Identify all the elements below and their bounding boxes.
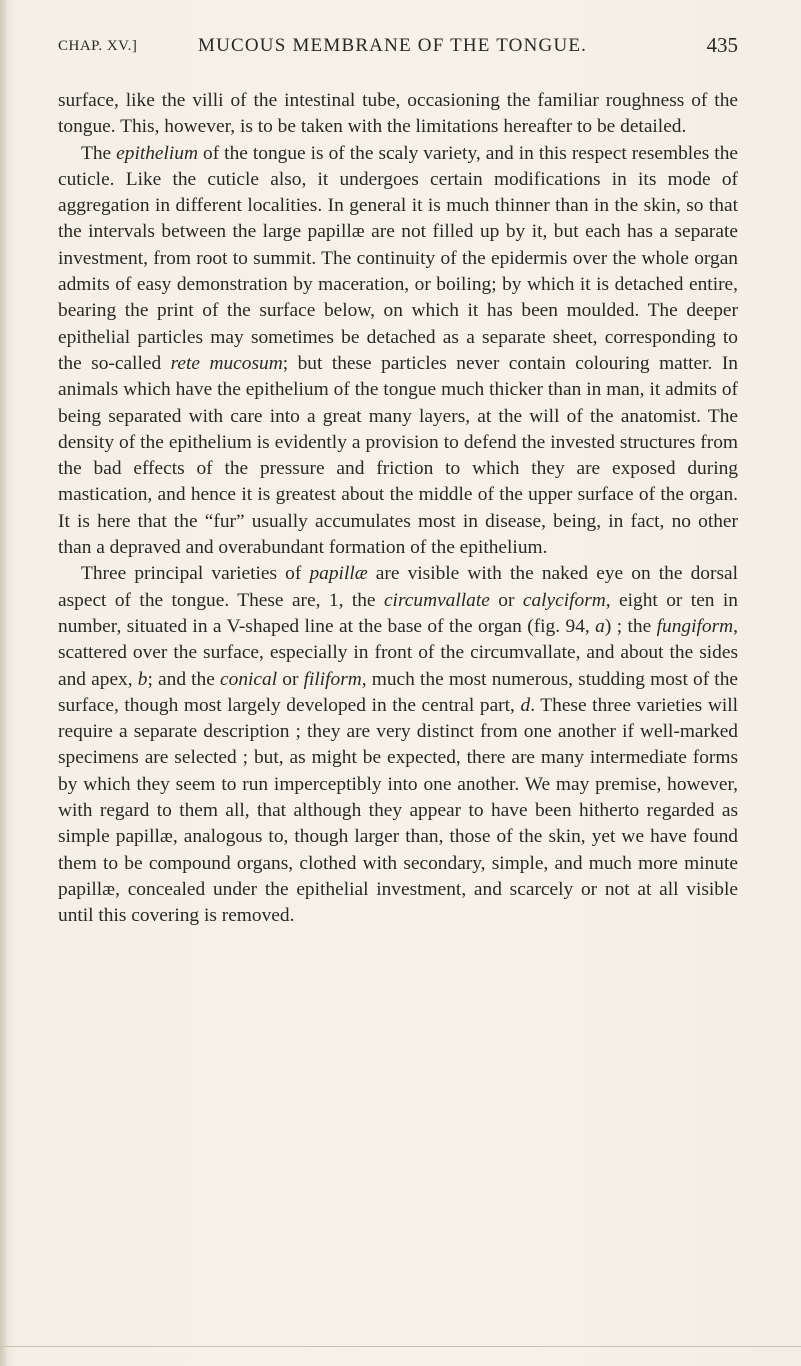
running-title: MUCOUS MEMBRANE OF THE TONGUE. <box>198 35 588 56</box>
italic-term: a <box>595 615 605 637</box>
paragraph <box>58 141 738 562</box>
text-run: , eight or ten in number, situated in a V-shaped line at the base of the organ (fig. 94, <box>58 589 738 637</box>
text-run: , scattered over the surface, especially in front of the circumvallate, and about the sides and apex, <box>58 615 738 690</box>
text-run: ; but these particles never contain colouring matter. In animals which have the epithelium of the tongue much thicker than in man, it admits of being separated with care into a great many layers, at the will of the anatomist. The density of the epithelium is evidently a provision to defend the invested structures from the bad effects of the pressure and friction to which they are exposed during mastication, and hence it is greatest about the middle of the upper surface of the organ. It is here that the “fur” usually accumulates most in disease, being, in fact, no other than a depraved and overabundant formation of the epithelium. <box>58 352 738 559</box>
page-number: 435 <box>706 33 738 57</box>
italic-term: fungiform <box>656 615 734 637</box>
text-run: ) ; the <box>604 615 657 637</box>
italic-term: epithelium <box>116 142 199 164</box>
paragraph <box>58 88 738 141</box>
italic-term: rete mucosum <box>170 352 283 374</box>
page-bottom-edge <box>0 1346 801 1347</box>
italic-term: d <box>520 694 531 716</box>
text-run: Three principal varieties of <box>81 563 310 585</box>
text-run: of the tongue is of the scaly variety, and in this respect resembles the cuticle. Like the cuticle also, it undergoes certain modifications in its mode of aggregation in different localities. In general it is much thinner than in the skin, so that the intervals between the large papillæ are not filled up by it, but each has a separate investment, from root to summit. The continuity of the epidermis over the whole organ admits of easy demonstration by maceration, or boiling; by which it is detached entire, bearing the print of the surface below, on which it has been moulded. The deeper epithelial particles may sometimes be detached as a separate sheet, corresponding to the so-called <box>58 142 738 374</box>
italic-term: papillæ <box>309 563 368 585</box>
text-run: or <box>489 589 523 611</box>
chapter-label: CHAP. XV.] <box>58 38 138 54</box>
italic-term: filiform <box>303 668 362 690</box>
text-run: surface, like the villi of the intestinal tube, occasioning the familiar roughness of the tongue. This, however, is to be taken with the limitations hereafter to be detailed. <box>58 90 738 138</box>
binding-shadow <box>0 0 8 1366</box>
paragraph <box>58 561 738 929</box>
italic-term: circumvallate <box>383 589 490 611</box>
text-run: The <box>81 142 117 164</box>
italic-term: b <box>137 668 148 690</box>
italic-term: calyciform <box>522 589 606 611</box>
body-text <box>58 88 738 930</box>
text-run: or <box>277 668 304 690</box>
text-run: are visible with the naked eye on the dorsal aspect of the tongue. These are, 1, the <box>58 563 738 611</box>
running-head <box>58 24 738 64</box>
text-run: ; and the <box>147 668 221 690</box>
italic-term: conical <box>220 668 278 690</box>
text-run: , much the most numerous, studding most of the surface, though most largely developed in the central part, <box>58 668 738 716</box>
text-run: . These three varieties will require a separate description ; they are very distinct from one another if well-marked specimens are selected ; but, as might be expected, there are many intermediate forms by which they seem to run imperceptibly into one another. We may premise, however, with regard to them all, that although they appear to have been hitherto regarded as simple papillæ, analogous to, though larger than, those of the skin, yet we have found them to be compound organs, clothed with secondary, simple, and much more minute papillæ, concealed under the epithelial investment, and scarcely or not at all visible until this covering is removed. <box>58 694 738 927</box>
